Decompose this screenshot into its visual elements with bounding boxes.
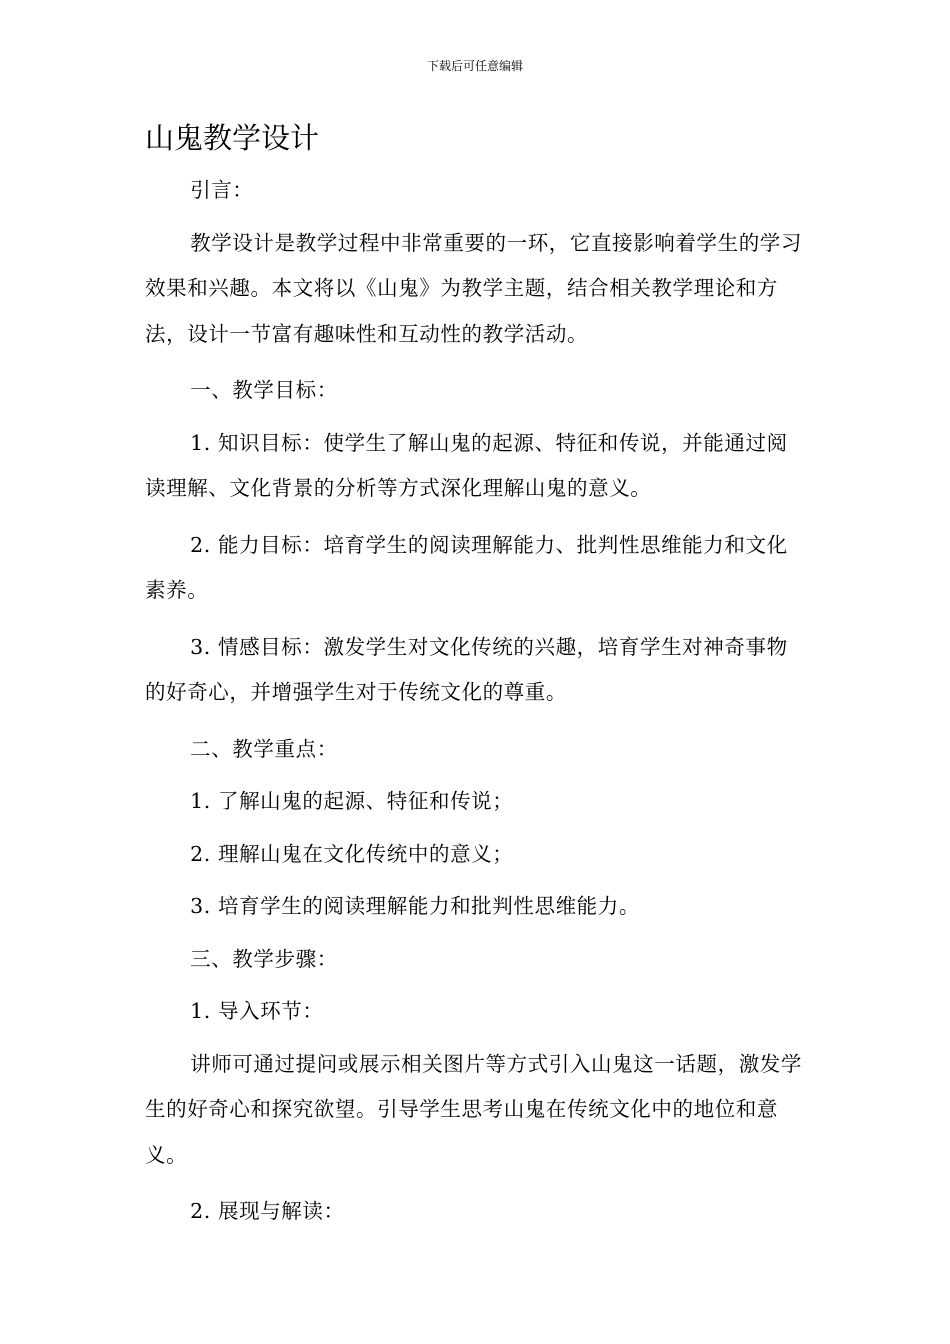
page-header-note: 下载后可任意编辑	[426, 59, 523, 73]
step-heading-presentation: 2. 展现与解读：	[190, 1199, 345, 1223]
intro-heading: 引言：	[190, 178, 254, 202]
section-heading-objectives: 一、教学目标：	[190, 378, 338, 402]
section-heading-steps: 三、教学步骤：	[190, 946, 338, 971]
section-heading-key-points: 二、教学重点：	[190, 736, 338, 761]
key-point-item: 1. 了解山鬼的起源、特征和传说；	[190, 789, 514, 813]
intro-paragraph: 教学设计是教学过程中非常重要的一环，它直接影响着学生的学习效果和兴趣。本文将以《山鬼》为教学主题，结合相关教学理论和方法，设计一节富有趣味性和互动性的教学活动。	[145, 230, 802, 346]
objective-ability: 2. 能力目标：培育学生的阅读理解能力、批判性思维能力和文化素养。	[145, 532, 788, 602]
document-title: 山鬼教学设计	[145, 121, 320, 155]
step-intro-paragraph: 讲师可通过提问或展示相关图片等方式引入山鬼这一话题，激发学生的好奇心和探究欲望。引导学生思考山鬼在传统文化中的地位和意义。	[145, 1051, 802, 1167]
key-point-item: 3. 培育学生的阅读理解能力和批判性思维能力。	[190, 894, 640, 918]
objective-emotion: 3. 情感目标：激发学生对文化传统的兴趣，培育学生对神奇事物的好奇心，并增强学生对于传统文化的尊重。	[145, 634, 788, 704]
objective-knowledge: 1. 知识目标：使学生了解山鬼的起源、特征和传说，并能通过阅读理解、文化背景的分析等方式深化理解山鬼的意义。	[145, 430, 788, 500]
document-body	[145, 168, 807, 1242]
key-point-item: 2. 理解山鬼在文化传统中的意义；	[190, 841, 514, 866]
step-heading-intro: 1. 导入环节：	[190, 999, 324, 1023]
